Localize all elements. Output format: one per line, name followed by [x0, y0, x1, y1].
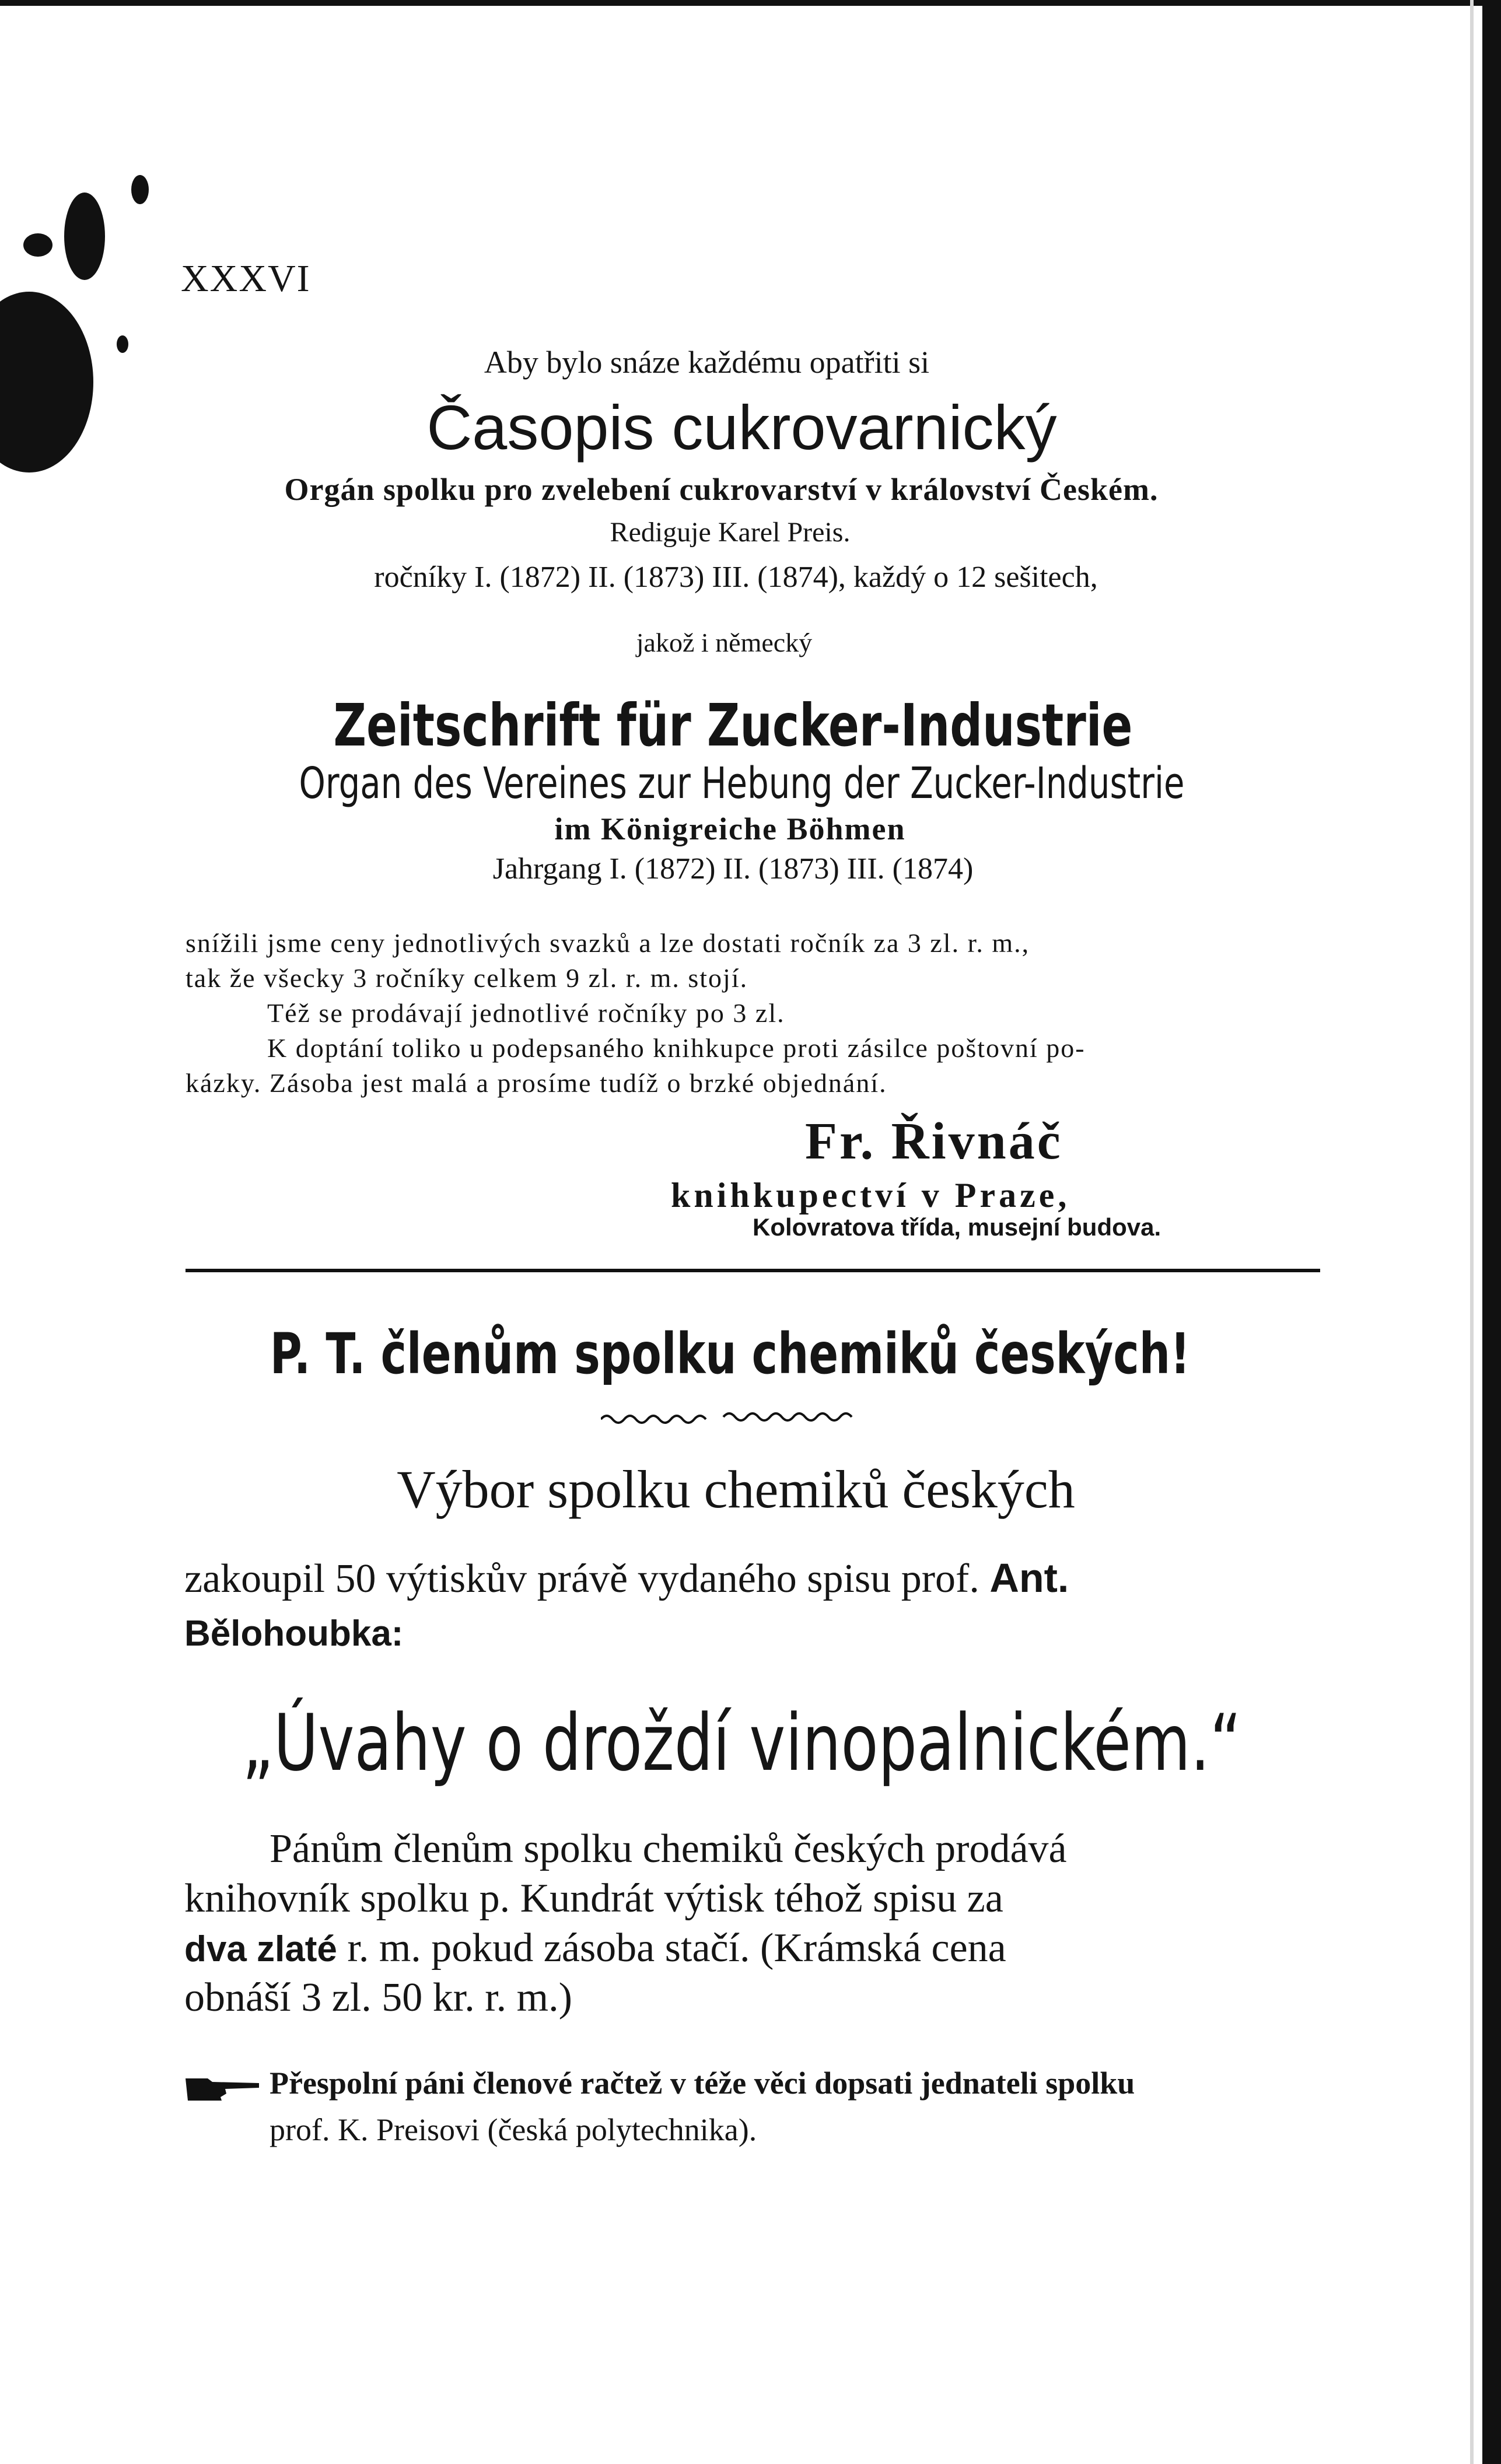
scan-border-right — [1482, 0, 1501, 2464]
journal-volumes-cz: ročníky I. (1872) II. (1873) III. (1874), každý o 12 sešitech, — [374, 561, 1098, 594]
pointing-hand-icon — [184, 2074, 260, 2103]
journal-organ-cz: Orgán spolku pro zvelebení cukrovarství v království Českém. — [284, 472, 1159, 507]
ink-blot — [131, 175, 149, 204]
publisher-shop: knihkupectví v Praze, — [671, 1176, 1070, 1214]
para2-line3 — [184, 1925, 1006, 1972]
para1-text: zakoupil 50 výtiskův právě vydaného spisu prof. — [184, 1556, 979, 1601]
scan-border-shadow — [1470, 0, 1474, 2464]
ad-body-line: Též se prodávají jednotlivé ročníky po 3 zl. — [267, 998, 785, 1028]
para2-line4: obnáší 3 zl. 50 kr. r. m.) — [184, 1975, 572, 2020]
ad-body-line: kázky. Zásoba jest malá a prosíme tudíž o brzké objednání. — [186, 1068, 887, 1098]
publisher-address: Kolovratova třída, musejní budova. — [753, 1213, 1161, 1241]
journal-kingdom-de: im Königreiche Böhmen — [554, 811, 906, 846]
scan-border-top — [0, 0, 1501, 6]
ad-body-line: tak že všecky 3 ročníky celkem 9 zl. r. m. stojí. — [186, 963, 748, 993]
committee-heading: Výbor spolku chemiků českých — [397, 1460, 1075, 1519]
ad-intro: Aby bylo snáze každému opatřiti si — [484, 345, 930, 380]
journal-title-de: Zeitschrift für Zucker-Industrie — [333, 691, 1133, 760]
notice-heading: P. T. členům spolku chemiků českých! — [270, 1321, 1191, 1387]
ink-blot — [23, 233, 53, 257]
para2-line1: Pánům členům spolku chemiků českých prodává — [270, 1826, 1067, 1871]
para1-line1 — [184, 1555, 1069, 1602]
also-german: jakož i německý — [636, 628, 813, 657]
wavy-ornament — [601, 1409, 858, 1426]
ink-blot — [64, 192, 105, 280]
note-line2: prof. K. Preisovi (česká polytechnika). — [270, 2112, 757, 2147]
para2-line2: knihovník spolku p. Kundrát výtisk téhož spisu za — [184, 1876, 1003, 1921]
note-line1: Přespolní páni členové račtež v téže věci dopsati jednateli spolku — [270, 2066, 1135, 2101]
book-title: „Úvahy o droždí vinopalnickém.“ — [242, 1698, 1242, 1788]
journal-title-cz: Časopis cukrovarnický — [426, 392, 1057, 463]
author-first: Ant. — [989, 1555, 1069, 1601]
journal-volumes-de: Jahrgang I. (1872) II. (1873) III. (1874) — [492, 852, 974, 886]
section-divider — [186, 1269, 1320, 1272]
ad-body-line: K doptání toliko u podepsaného knihkupce proti zásilce poštovní po- — [267, 1033, 1086, 1063]
journal-organ-de: Organ des Vereines zur Hebung der Zucker-Industrie — [299, 758, 1185, 808]
author-surname: Bělohoubka: — [184, 1614, 404, 1654]
journal-editor: Rediguje Karel Preis. — [610, 517, 851, 548]
para2-text: r. m. pokud zásoba stačí. (Krámská cena — [347, 1926, 1006, 1971]
publisher-name: Fr. Řivnáč — [805, 1112, 1063, 1170]
ad-body-line: snížili jsme ceny jednotlivých svazků a lze dostati ročník za 3 zl. r. m., — [186, 928, 1030, 958]
price-emphasis: dva zlaté — [184, 1929, 337, 1969]
page-number: XXXVI — [181, 257, 311, 300]
